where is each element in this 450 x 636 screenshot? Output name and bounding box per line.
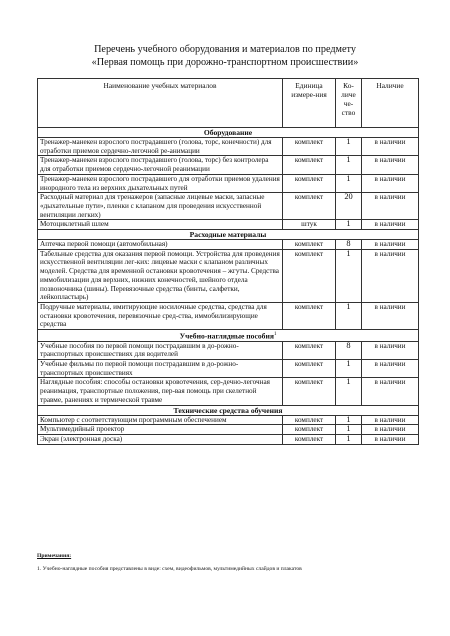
notes: [37, 553, 437, 573]
cell-qty: 1: [336, 360, 362, 378]
cell-qty: 1: [336, 378, 362, 405]
cell-avail: в наличии: [362, 156, 419, 174]
notes-heading: Примечания:: [37, 553, 72, 559]
cell-avail: в наличии: [362, 240, 419, 250]
note-1: 1. Учебно-наглядные пособия представлены в виде: схем, видеофильмов, мультимедийных слайдов и плакатов: [37, 566, 302, 572]
cell-unit: комплект: [283, 434, 336, 444]
section-title: [38, 128, 419, 138]
section-row: [38, 330, 419, 342]
table-row: [38, 378, 419, 405]
header-availability: Наличие: [362, 79, 419, 128]
cell-unit: комплект: [283, 415, 336, 425]
section-title: [38, 330, 419, 342]
cell-qty: 1: [336, 220, 362, 230]
header-name: Наименование учебных материалов: [38, 79, 283, 128]
cell-avail: в наличии: [362, 360, 419, 378]
table-row: [38, 425, 419, 435]
cell-unit: комплект: [283, 378, 336, 405]
cell-name: Компьютер с соответствующим программным обеспечением: [38, 415, 283, 425]
equipment-table: [37, 78, 419, 445]
cell-qty: 1: [336, 415, 362, 425]
cell-name: Тренажер-манекен взрослого пострадавшего (голова, торс) без контролера для отработки приемов сердечно-легочной реанимации: [38, 156, 283, 174]
table-row: [38, 240, 419, 250]
cell-unit: комплект: [283, 174, 336, 192]
cell-qty: 8: [336, 341, 362, 359]
title-line-1: Перечень учебного оборудования и материалов по предмету: [94, 44, 356, 55]
cell-avail: в наличии: [362, 174, 419, 192]
cell-qty: 1: [336, 434, 362, 444]
cell-name: Мультимедийный проектор: [38, 425, 283, 435]
cell-unit: комплект: [283, 156, 336, 174]
cell-unit: комплект: [283, 193, 336, 220]
cell-unit: комплект: [283, 341, 336, 359]
cell-name: Экран (электронная доска): [38, 434, 283, 444]
cell-name: Мотоциклетный шлем: [38, 220, 283, 230]
cell-avail: в наличии: [362, 302, 419, 329]
cell-avail: в наличии: [362, 341, 419, 359]
cell-name: Учебные фильмы по первой помощи пострадавшим в до-рожно-транспортных происшествиях: [38, 360, 283, 378]
cell-name: Наглядные пособия: способы остановки кровотечения, сер-дечно-легочная реанимация, транспортные положения, пер-вая помощь при скелетной травме, ранениях и термической травме: [38, 378, 283, 405]
cell-qty: 8: [336, 240, 362, 250]
section-title: [38, 230, 419, 240]
cell-unit: комплект: [283, 138, 336, 156]
table-row: [38, 415, 419, 425]
table-row: [38, 193, 419, 220]
cell-unit: комплект: [283, 240, 336, 250]
cell-avail: в наличии: [362, 425, 419, 435]
cell-name: Подручные материалы, имитирующие носилочные средства, средства для остановки кровотечения, перевязочные сред-ства, иммобилизирующие средства: [38, 302, 283, 329]
cell-qty: 1: [336, 425, 362, 435]
section-title-text: Расходные материалы: [189, 230, 267, 240]
table-row: [38, 138, 419, 156]
footnote-marker: 1: [273, 332, 277, 338]
section-title-text: Оборудование: [203, 128, 253, 137]
cell-avail: в наличии: [362, 249, 419, 302]
table-row: [38, 156, 419, 174]
cell-qty: 20: [336, 193, 362, 220]
cell-unit: комплект: [283, 302, 336, 329]
table-row: [38, 360, 419, 378]
cell-unit: комплект: [283, 249, 336, 302]
cell-name: Тренажер-манекен взрослого пострадавшего (голова, торс, конечности) для отработки приемов сердечно-легочной ре-анимации: [38, 138, 283, 156]
cell-avail: в наличии: [362, 378, 419, 405]
header-unit: Единица измере-ния: [283, 79, 336, 128]
cell-qty: 1: [336, 174, 362, 192]
section-title: [38, 405, 419, 415]
table-row: [38, 341, 419, 359]
cell-name: Тренажер-манекен взрослого пострадавшего для отработки приемов удаления инородного тела из верхних дыхательных путей: [38, 174, 283, 192]
cell-qty: 1: [336, 156, 362, 174]
cell-avail: в наличии: [362, 193, 419, 220]
section-row: [38, 230, 419, 240]
cell-unit: штук: [283, 220, 336, 230]
table-row: [38, 220, 419, 230]
table-row: [38, 249, 419, 302]
cell-qty: 1: [336, 249, 362, 302]
table-row: [38, 174, 419, 192]
cell-avail: в наличии: [362, 138, 419, 156]
section-title-text: Учебно-наглядные пособия: [179, 331, 274, 341]
header-qty: Ко-личе че-ство: [336, 79, 362, 128]
section-row: [38, 128, 419, 138]
table-body: [38, 128, 419, 445]
cell-qty: 1: [336, 302, 362, 329]
cell-name: Аптечка первой помощи (автомобильная): [38, 240, 283, 250]
table-header-row: [38, 79, 419, 128]
table-row: [38, 434, 419, 444]
cell-avail: в наличии: [362, 434, 419, 444]
section-title-text: Технические средства обучения: [173, 405, 283, 415]
table-row: [38, 302, 419, 329]
document-title: [0, 44, 450, 69]
cell-name: Расходный материал для тренажеров (запасные лицевые маски, запасные «дыхательные пути», пленки с клапаном для проведения искусственной вентиляции легких): [38, 193, 283, 220]
title-line-2: «Первая помощь при дорожно-транспортном происшествии»: [91, 56, 359, 68]
cell-name: Табельные средства для оказания первой помощи. Устройства для проведения искусственной вентиляции лег-ких: лицевые маски с клапаном различных моделей. Средства для временной остановки кровотечения – жгуты. Средства иммобилизации для верхних, нижних конечностей, шейного отдела позвоночника (шины). Перевязочные средства (бинты, салфетки, лейкопластырь): [38, 249, 283, 302]
cell-name: Учебные пособия по первой помощи пострадавшим в до-рожно-транспортных происшествиях для водителей: [38, 341, 283, 359]
section-row: [38, 405, 419, 415]
cell-unit: комплект: [283, 360, 336, 378]
cell-avail: в наличии: [362, 415, 419, 425]
cell-unit: комплект: [283, 425, 336, 435]
cell-qty: 1: [336, 138, 362, 156]
cell-avail: в наличии: [362, 220, 419, 230]
